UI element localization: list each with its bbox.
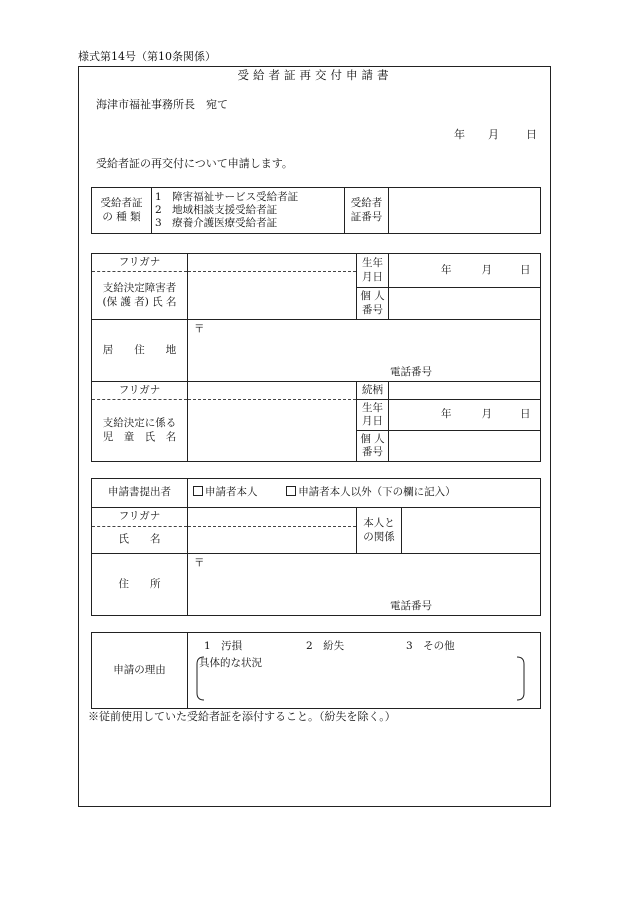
submitter-other-checkbox[interactable]: 申請者本人以外（下の欄に記入）	[286, 486, 456, 498]
child-birth-label: 生年 月日	[357, 400, 389, 431]
relationship-field[interactable]	[389, 382, 541, 400]
applicant-id-label: 個 人 番号	[357, 288, 389, 320]
submitter-furigana-label: フリガナ	[92, 508, 188, 527]
certificate-type-table	[91, 187, 541, 234]
reason-detail-area[interactable]	[196, 656, 525, 701]
certificate-option-1[interactable]: 1 障害福祉サービス受給者証	[155, 190, 299, 203]
residence-postal-mark: 〒	[194, 323, 205, 335]
residence-phone-label: 電話番号	[390, 366, 432, 378]
child-furigana-field[interactable]	[188, 382, 357, 400]
applicant-table	[91, 253, 541, 462]
certificate-type-label: 受給者証 の 種 類	[92, 188, 152, 234]
form-number: 様式第14号（第10条関係）	[78, 50, 216, 63]
submitter-relation-label: 本人と の関係	[357, 508, 402, 554]
applicant-name-field[interactable]	[188, 272, 357, 320]
certificate-number-label: 受給者 証番号	[345, 188, 389, 234]
submitter-relation-field[interactable]	[402, 508, 541, 554]
date-year-label: 年	[454, 128, 465, 141]
addressee: 海津市福祉事務所長 宛て	[96, 98, 228, 111]
applicant-furigana-field[interactable]	[188, 254, 357, 272]
date-day-label: 日	[526, 128, 537, 141]
certificate-number-field[interactable]	[389, 188, 541, 234]
certificate-type-options	[152, 188, 345, 234]
applicant-name-label: 支給決定障害者 (保 護 者) 氏 名	[92, 272, 188, 320]
applicant-id-field[interactable]	[389, 288, 541, 320]
reason-option-lost[interactable]: 2 紛失	[306, 640, 345, 652]
submitter-address-field[interactable]	[188, 554, 541, 616]
submitter-name-field[interactable]	[188, 527, 357, 554]
reason-table	[91, 632, 541, 709]
child-id-field[interactable]	[389, 431, 541, 462]
applicant-furigana-label: フリガナ	[92, 254, 188, 272]
submitter-phone-label: 電話番号	[390, 600, 432, 612]
reason-label: 申請の理由	[92, 633, 188, 709]
child-birthdate-field[interactable]: 年 月 日	[389, 400, 541, 431]
certificate-option-3[interactable]: 3 療養介護医療受給者証	[155, 217, 278, 230]
child-name-field[interactable]	[188, 400, 357, 462]
submitter-self-checkbox[interactable]: 申請者本人	[193, 486, 258, 498]
submitter-name-label: 氏 名	[92, 527, 188, 554]
child-furigana-label: フリガナ	[92, 382, 188, 400]
submitter-furigana-field[interactable]	[188, 508, 357, 527]
reason-field	[188, 633, 541, 709]
submitter-label: 申請書提出者	[92, 479, 188, 508]
submitter-table	[91, 478, 541, 616]
reason-option-soiled[interactable]: 1 汚損	[204, 640, 243, 652]
date-month-label: 月	[488, 128, 499, 141]
child-name-label: 支給決定に係る 児 童 氏 名	[92, 400, 188, 462]
child-id-label: 個 人 番号	[357, 431, 389, 462]
submitter-options	[188, 479, 541, 508]
residence-field[interactable]	[188, 320, 541, 382]
relationship-label: 続柄	[357, 382, 389, 400]
reason-detail-label: 具体的な状況	[199, 657, 262, 669]
footnote: ※従前使用していた受給者証を添付すること。（紛失を除く。）	[88, 710, 396, 723]
applicant-birth-label: 生年 月日	[357, 254, 389, 288]
applicant-birthdate-field[interactable]: 年 月 日	[389, 254, 541, 288]
reason-option-other[interactable]: 3 その他	[406, 640, 455, 652]
residence-label: 居 住 地	[92, 320, 188, 382]
intro-text: 受給者証の再交付について申請します。	[96, 157, 293, 170]
form-title: 受給者証再交付申請書	[237, 68, 393, 82]
submitter-address-label: 住 所	[92, 554, 188, 616]
certificate-option-2[interactable]: 2 地域相談支援受給者証	[155, 203, 278, 216]
submitter-postal-mark: 〒	[194, 557, 205, 569]
